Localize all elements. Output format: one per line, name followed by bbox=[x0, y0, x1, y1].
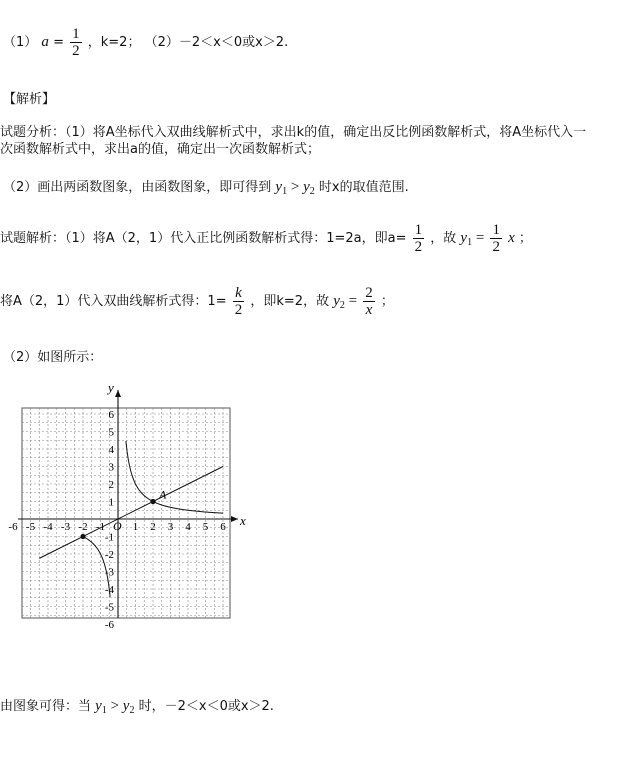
analysis-line-2: 次函数解析式中，求出a的值，确定出一次函数解析式； bbox=[0, 142, 320, 157]
y-var: y bbox=[460, 230, 468, 246]
y-tick-label: -5 bbox=[104, 601, 114, 614]
y-tick-label: 2 bbox=[108, 479, 114, 491]
x-tick-label: -2 bbox=[78, 521, 88, 533]
inequality-y1-gt-y2 bbox=[95, 698, 134, 714]
y-axis-arrow bbox=[115, 390, 121, 397]
subscript: 1 bbox=[467, 237, 473, 248]
fraction-one-half bbox=[70, 26, 82, 59]
analysis-line3-tail: 时x的取值范围. bbox=[318, 180, 409, 195]
x-tick-label: 4 bbox=[185, 521, 191, 533]
fraction-numerator: k bbox=[233, 285, 245, 302]
y-tick-label: 6 bbox=[108, 409, 114, 421]
fraction-denominator: 2 bbox=[234, 302, 243, 318]
y-tick-label: 4 bbox=[108, 444, 114, 456]
x-tick-label: -3 bbox=[60, 521, 71, 533]
x-axis-label: x bbox=[240, 513, 246, 528]
grid bbox=[22, 408, 230, 618]
y-var: y bbox=[333, 293, 340, 309]
y-var: y bbox=[122, 698, 130, 714]
subscript: 2 bbox=[339, 300, 345, 311]
x-tick-label: 3 bbox=[167, 521, 174, 533]
fraction-denominator: x bbox=[365, 302, 373, 318]
gt-sign: > bbox=[110, 698, 120, 714]
fraction-denominator: 2 bbox=[72, 43, 80, 59]
x-tick-label: 5 bbox=[202, 521, 209, 533]
x-tick-label: 1 bbox=[132, 521, 139, 533]
solution-line1-end: ； bbox=[518, 231, 532, 246]
fraction-denominator: 2 bbox=[492, 239, 500, 255]
x-axis-arrow bbox=[231, 516, 238, 522]
answer-k-value: ，k=2； bbox=[87, 35, 141, 50]
y-tick-label: -3 bbox=[104, 566, 114, 579]
inequality-y1-gt-y2 bbox=[275, 179, 314, 195]
conclusion-text: 由图象可得：当 bbox=[0, 699, 92, 714]
conclusion-tail: 时，－2＜x＜0或x＞2. bbox=[138, 699, 274, 714]
solution-line-3: （2）如图所示： bbox=[3, 350, 103, 365]
fraction-y1-coefficient bbox=[490, 222, 502, 255]
function-graph bbox=[0, 380, 260, 630]
analysis-line-1: 试题分析：（1）将A坐标代入双曲线解析式中，求出k的值，确定出反比例函数解析式，将A坐标代入一 bbox=[0, 125, 587, 140]
fraction-numerator: 1 bbox=[72, 26, 80, 42]
solution-line-1 bbox=[0, 222, 532, 255]
y-tick-label: -6 bbox=[104, 619, 114, 630]
x-tick-label: -6 bbox=[8, 521, 18, 533]
subscript: 2 bbox=[309, 186, 315, 197]
analysis-line3-text: （2）画出两函数图象，由函数图象，即可得到 bbox=[3, 180, 272, 195]
y-tick-label: 5 bbox=[108, 426, 114, 439]
answer-line bbox=[3, 26, 288, 59]
fraction-denominator: 2 bbox=[414, 239, 423, 255]
x-tick-label: -4 bbox=[43, 521, 53, 533]
solution-line2-end: ； bbox=[380, 294, 394, 309]
solution-line2-text: 将A（2，1）代入双曲线解析式得：1= bbox=[0, 294, 227, 309]
solution-line-2 bbox=[0, 285, 394, 318]
line-y-equals-half-x bbox=[39, 467, 223, 559]
hyperbola-branch-positive bbox=[126, 441, 223, 513]
solution-line2-mid: ，即k=2，故 bbox=[250, 294, 330, 309]
conclusion-line bbox=[0, 695, 274, 716]
analysis-line-3 bbox=[3, 176, 409, 197]
y-tick-label: 1 bbox=[108, 496, 114, 509]
fraction-k-over-2 bbox=[233, 285, 245, 318]
x-tick-label: 6 bbox=[220, 521, 226, 533]
y-tick-label: -2 bbox=[104, 549, 114, 561]
fraction-numerator: 2 bbox=[365, 285, 373, 301]
fraction-2-over-x bbox=[363, 285, 375, 318]
solution-line1-mid: ，故 bbox=[430, 231, 457, 246]
gt-sign: > bbox=[290, 179, 300, 195]
solution-line1-text: 试题解析：（1）将A（2，1）代入正比例函数解析式得：1=2a，即a= bbox=[0, 231, 407, 246]
y2-expression: $y_2$ = bbox=[333, 293, 358, 311]
y1-expression: $y_1$ = bbox=[460, 230, 485, 248]
subscript: 2 bbox=[129, 705, 135, 716]
subscript: 1 bbox=[101, 705, 107, 716]
section-title: 【解析】 bbox=[3, 92, 56, 107]
var-a: a bbox=[41, 34, 49, 50]
equals-sign: = bbox=[53, 35, 64, 50]
answer-part2: （2）－2＜x＜0或x＞2. bbox=[144, 35, 289, 50]
answer-part1-label: （1） bbox=[3, 35, 38, 50]
y-tick-label: -4 bbox=[104, 584, 114, 596]
x-var: x bbox=[508, 230, 515, 246]
origin-label: O bbox=[113, 519, 122, 533]
fraction-numerator: 1 bbox=[492, 222, 500, 238]
y-axis-label: y bbox=[108, 380, 114, 395]
y-tick-label: 3 bbox=[108, 461, 114, 474]
y-var: y bbox=[95, 698, 102, 714]
subscript: 1 bbox=[282, 186, 288, 197]
x-tick-label: -5 bbox=[25, 521, 36, 533]
y-var: y bbox=[303, 179, 310, 195]
y-var: y bbox=[275, 179, 283, 195]
point-a-label: A bbox=[159, 487, 167, 502]
x-tick-label: -1 bbox=[95, 521, 106, 533]
intersection-point bbox=[80, 534, 85, 539]
axes bbox=[18, 380, 246, 618]
x-tick-label: 2 bbox=[150, 521, 156, 533]
fraction-numerator: 1 bbox=[414, 222, 423, 238]
intersection-point bbox=[150, 499, 155, 504]
fraction-a-value bbox=[413, 222, 425, 255]
grid-frame bbox=[22, 408, 230, 618]
y-tick-label: -1 bbox=[104, 531, 114, 544]
